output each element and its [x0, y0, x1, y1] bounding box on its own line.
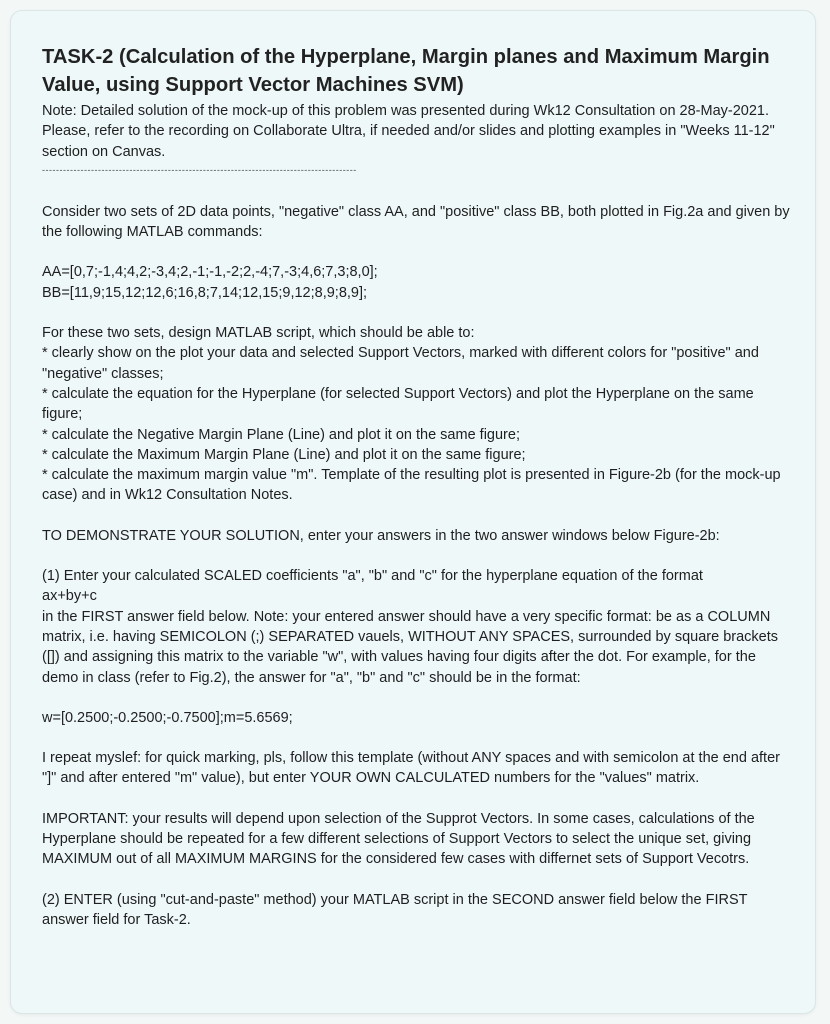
spacer	[42, 303, 792, 323]
spacer	[42, 728, 792, 748]
task-card	[10, 10, 816, 1014]
task-note: Note: Detailed solution of the mock-up of this problem was presented during Wk12 Consultation on 28-May-2021. Please, refer to the recording on Collaborate Ultra, if needed and/or slides and plotting examples in "Weeks 11-12" section on Canvas.	[42, 103, 779, 160]
spacer	[42, 546, 792, 566]
section-divider: ------------------------------------------------------------------------------------------	[42, 164, 357, 175]
spacer	[42, 506, 792, 526]
demonstrate-instruction: TO DEMONSTRATE YOUR SOLUTION, enter your answers in the two answer windows below Figure-2b:	[42, 527, 720, 544]
spacer	[42, 688, 792, 708]
spacer	[42, 870, 792, 890]
step-2-instruction: (2) ENTER (using "cut-and-paste" method) your MATLAB script in the SECOND answer field below the FIRST answer field for Task-2.	[42, 891, 752, 928]
task-title: TASK-2 (Calculation of the Hyperplane, Margin planes and Maximum Margin Value, using Support Vector Machines SVM)	[42, 46, 770, 96]
problem-intro: Consider two sets of 2D data points, "negative" class AA, and "positive" class BB, both plotted in Fig.2a and given by the following MATLAB commands:	[42, 203, 794, 241]
task-content	[42, 43, 792, 930]
requirement-item: * calculate the Maximum Margin Plane (Line) and plot it on the same figure;	[42, 446, 526, 463]
example-answer: w=[0.2500;-0.2500;-0.7500];m=5.6569;	[42, 709, 293, 726]
spacer	[42, 178, 792, 202]
answer-format-instruction: in the FIRST answer field below. Note: your entered answer should have a very specific format: be as a COLUMN matrix, i.e. having SEMICOLON (;) SEPARATED vauels, WITHOUT ANY SPACES, surrounded by square brackets ([]) and assigning this matrix to the variable "w", with values having four digits after the dot. For example, for the demo in class (refer to Fig.2), the answer for "a", "b" and "c" should be in the format:	[42, 608, 783, 686]
important-note: IMPORTANT: your results will depend upon selection of the Supprot Vectors. In some cases, calculations of the Hyperplane should be repeated for a few different selections of Support Vectors to select the unique set, giving MAXIMUM out of all MAXIMUM MARGINS for the considered few cases with differnet sets of Support Vecotrs.	[42, 810, 759, 868]
design-intro: For these two sets, design MATLAB script, which should be able to:	[42, 325, 475, 342]
repeat-instruction: I repeat myslef: for quick marking, pls, follow this template (without ANY spaces and with semicolon at the end after "]" and after entered "m" value), but enter YOUR OWN CALCULATED numbers for the "values" matrix.	[42, 750, 785, 787]
spacer	[42, 242, 792, 262]
matlab-code-bb: BB=[11,9;15,12;12,6;16,8;7,14;12,15;9,12;8,9;8,9];	[42, 284, 368, 301]
requirement-item: * clearly show on the plot your data and selected Support Vectors, marked with different colors for "positive" and "negative" classes;	[42, 345, 763, 382]
step-1-instruction: (1) Enter your calculated SCALED coefficients "a", "b" and "c" for the hyperplane equation of the format	[42, 568, 703, 585]
requirement-item: * calculate the Negative Margin Plane (Line) and plot it on the same figure;	[42, 426, 520, 443]
matlab-code-aa: AA=[0,7;-1,4;4,2;-3,4;2,-1;-1,-2;2,-4;7,-3;4,6;7,3;8,0];	[42, 264, 378, 281]
hyperplane-format: ax+by+c	[42, 588, 97, 605]
requirement-item: * calculate the equation for the Hyperplane (for selected Support Vectors) and plot the Hyperplane on the same figure;	[42, 385, 758, 423]
spacer	[42, 789, 792, 809]
requirement-item: * calculate the maximum margin value "m". Template of the resulting plot is presented in Figure-2b (for the mock-up case) and in Wk12 Consultation Notes.	[42, 467, 785, 504]
